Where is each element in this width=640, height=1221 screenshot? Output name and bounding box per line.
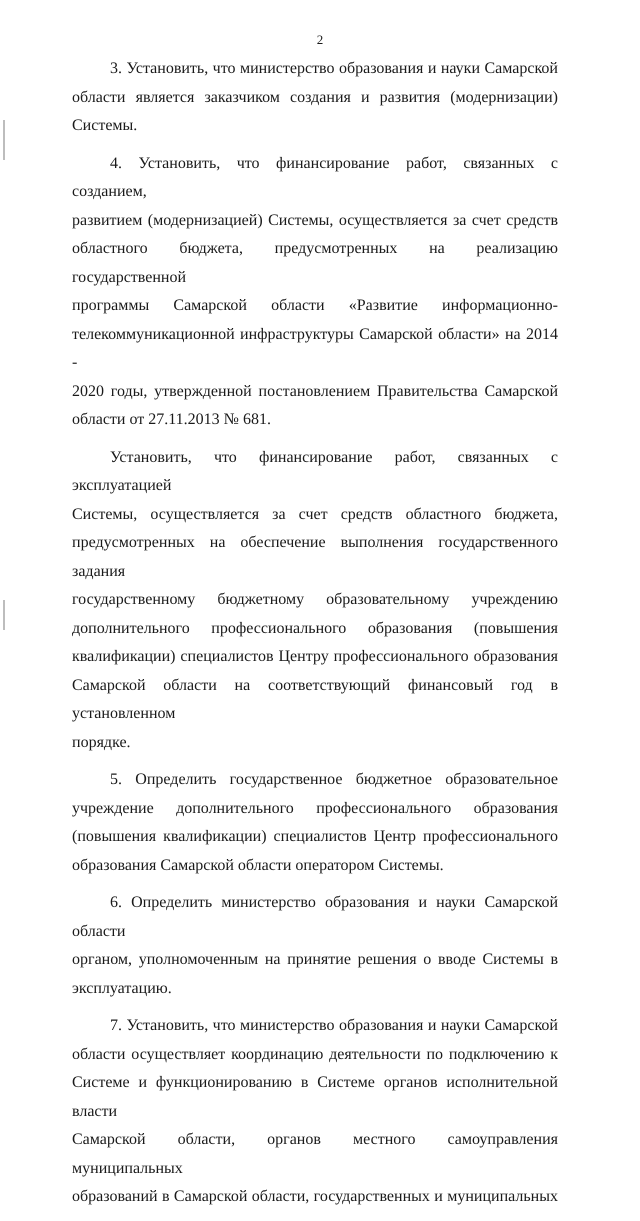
paragraph-line: Самарской области, органов местного самоуправления муниципальных — [72, 1131, 558, 1177]
paragraph-7 — [72, 1012, 558, 1212]
scan-edge-mark — [3, 120, 5, 160]
paragraph-line: государственному бюджетному образовательному учреждению — [72, 591, 558, 608]
paragraph-6 — [72, 889, 558, 1003]
paragraph-line: 3. Установить, что министерство образования и науки Самарской — [110, 60, 558, 77]
paragraph-line: 5. Определить государственное бюджетное образовательное — [110, 771, 558, 788]
paragraph-line: Системы, осуществляется за счет средств областного бюджета, — [72, 505, 558, 523]
paragraph-line: 4. Установить, что финансирование работ, связанных с созданием, — [72, 154, 558, 200]
paragraph-line: 7. Установить, что министерство образования и науки Самарской — [110, 1017, 558, 1034]
paragraph-line: образований в Самарской области, государственных и муниципальных — [72, 1188, 558, 1205]
paragraph-line: области от 27.11.2013 № 681. — [72, 411, 271, 428]
paragraph-line: Самарской области на соответствующий финансовый год в установленном — [72, 676, 558, 722]
paragraph-line: области осуществляет координацию деятельности по подключению к — [72, 1045, 558, 1063]
paragraph-line: (повышения квалификации) специалистов Центр профессионального — [72, 828, 558, 845]
paragraph-line: порядке. — [72, 733, 131, 751]
paragraph-line: дополнительного профессионального образования (повышения — [72, 619, 558, 637]
paragraph-line: предусмотренных на обеспечение выполнения государственного задания — [72, 534, 558, 580]
paragraph-line: 2020 годы, утвержденной постановлением Правительства Самарской — [72, 382, 558, 400]
page-number: 2 — [316, 32, 324, 47]
paragraph-line: 6. Определить министерство образования и науки Самарской области — [72, 894, 558, 940]
paragraph-line: органом, уполномоченным на принятие решения о вводе Системы в — [72, 951, 558, 968]
scan-edge-mark — [3, 600, 5, 630]
paragraph-line: Системе и функционированию в Системе органов исполнительной власти — [72, 1074, 558, 1120]
paragraph-line: области является заказчиком создания и развития (модернизации) — [72, 88, 558, 106]
paragraph-line: Системы. — [72, 117, 138, 134]
paragraph-line: развитием (модернизацией) Системы, осуществляется за счет средств — [72, 211, 558, 229]
paragraph-line: образования Самарской области оператором Системы. — [72, 856, 444, 874]
paragraph-line: программы Самарской области «Развитие информационно- — [72, 297, 558, 314]
paragraph-line: областного бюджета, предусмотренных на реализацию государственной — [72, 240, 558, 286]
paragraph-line: телекоммуникационной инфраструктуры Самарской области» на 2014 - — [72, 325, 558, 371]
paragraph-line: квалификации) специалистов Центру профессионального образования — [72, 648, 558, 665]
paragraph-line: Установить, что финансирование работ, связанных с эксплуатацией — [72, 448, 558, 494]
paragraph-line: учреждение дополнительного профессионального образования — [72, 799, 558, 817]
paragraph-3 — [72, 55, 558, 141]
document-body — [72, 55, 558, 1221]
paragraph-5 — [72, 766, 558, 880]
paragraph-4 — [72, 150, 558, 435]
paragraph-4-operation-funding — [72, 444, 558, 758]
paragraph-line: эксплуатацию. — [72, 979, 172, 997]
